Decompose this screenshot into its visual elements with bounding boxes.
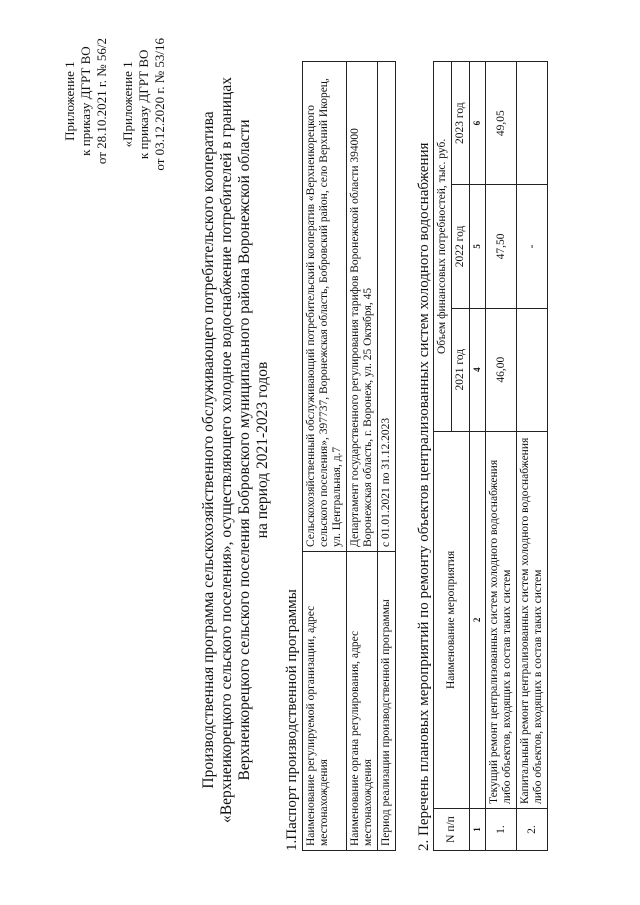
appendix-current [62, 38, 110, 164]
index-cell: 6 [470, 62, 486, 185]
passport-label: Наименование органа регулирования, адрес местонахождения [347, 552, 378, 851]
passport-value: Департамент государственного регулирования тарифов Воронежской области 394000 Воронежская область, г. Воронеж, ул. 25 Октября, 45 [347, 62, 378, 552]
passport-heading: 1.Паспорт производственной программы [284, 589, 300, 851]
appendix-previous-line1: «Приложение 1 [120, 61, 135, 148]
table-row [378, 62, 396, 851]
appendix-previous-line3: от 03.12.2020 г. № 53/16 [152, 38, 167, 171]
row-name: Капитальный ремонт централизованных систем холодного водоснабжения либо объектов, входящих в состав таких систем [517, 431, 548, 808]
appendix-current-line3: от 28.10.2021 г. № 56/2 [94, 38, 109, 165]
header-year-2021: 2021 год [452, 308, 470, 431]
passport-label: Наименование регулируемой организации, адрес местонахождения [303, 552, 347, 851]
index-cell: 2 [470, 431, 486, 808]
header-year-2023: 2023 год [452, 62, 470, 185]
row-name: Текущий ремонт централизованных систем холодного водоснабжения либо объектов, входящих в состав таких систем [486, 431, 517, 808]
row-value-2021 [517, 308, 548, 431]
row-value-2023: 49,05 [486, 62, 517, 185]
index-cell: 4 [470, 308, 486, 431]
title-line2: «Верхнеикорецкого сельского поселения», осуществляющего холодное водоснабжение потребителей в границах [218, 77, 235, 823]
header-volume: Объем финансовых потребностей, тыс. руб. [434, 62, 452, 432]
header-name: Наименование мероприятия [434, 431, 470, 808]
title-line4: на период 2021-2023 годов [254, 361, 271, 539]
appendix-previous-line2: к приказу ДГРТ ВО [136, 49, 151, 160]
title-line1: Производственная программа сельскохозяйственного обслуживающего потребительского кооператива [200, 111, 217, 789]
document-title [200, 55, 272, 845]
table-row [486, 62, 517, 851]
table-row [303, 62, 347, 851]
row-value-2022: 47,50 [486, 185, 517, 308]
title-line3: Верхнеикорецкого сельского поселения Бобровского муниципального района Воронежской области [236, 119, 253, 781]
header-num: N п/п [434, 809, 470, 851]
appendix-current-line1: Приложение 1 [62, 61, 77, 141]
passport-value: с 01.01.2021 по 31.12.2023 [378, 62, 396, 552]
passport-value: Сельскохозяйственный обслуживающий потребительский кооператив «Верхнеикорецкого сельского поселения», 397737, Воронежская область, Бобровский район, село Верхний Икорец, ул. Центральная, д.7 [303, 62, 347, 552]
table-row [517, 62, 548, 851]
measures-table [433, 61, 548, 851]
row-num: 2. [517, 809, 548, 851]
header-year-2022: 2022 год [452, 185, 470, 308]
passport-table [302, 61, 396, 851]
measures-heading: 2. Перечень плановых мероприятий по ремонту объектов централизованных систем холодного водоснабжения [416, 142, 432, 851]
appendix-previous [120, 38, 168, 171]
appendix-current-line2: к приказу ДГРТ ВО [78, 46, 93, 156]
row-value-2022: - [517, 185, 548, 308]
passport-label: Период реализации производственной программы [378, 552, 396, 851]
row-value-2021: 46,00 [486, 308, 517, 431]
table-index-row [470, 62, 486, 851]
index-cell: 1 [470, 809, 486, 851]
table-header-row [434, 62, 452, 851]
row-value-2023 [517, 62, 548, 185]
row-num: 1. [486, 809, 517, 851]
index-cell: 5 [470, 185, 486, 308]
table-row [347, 62, 378, 851]
